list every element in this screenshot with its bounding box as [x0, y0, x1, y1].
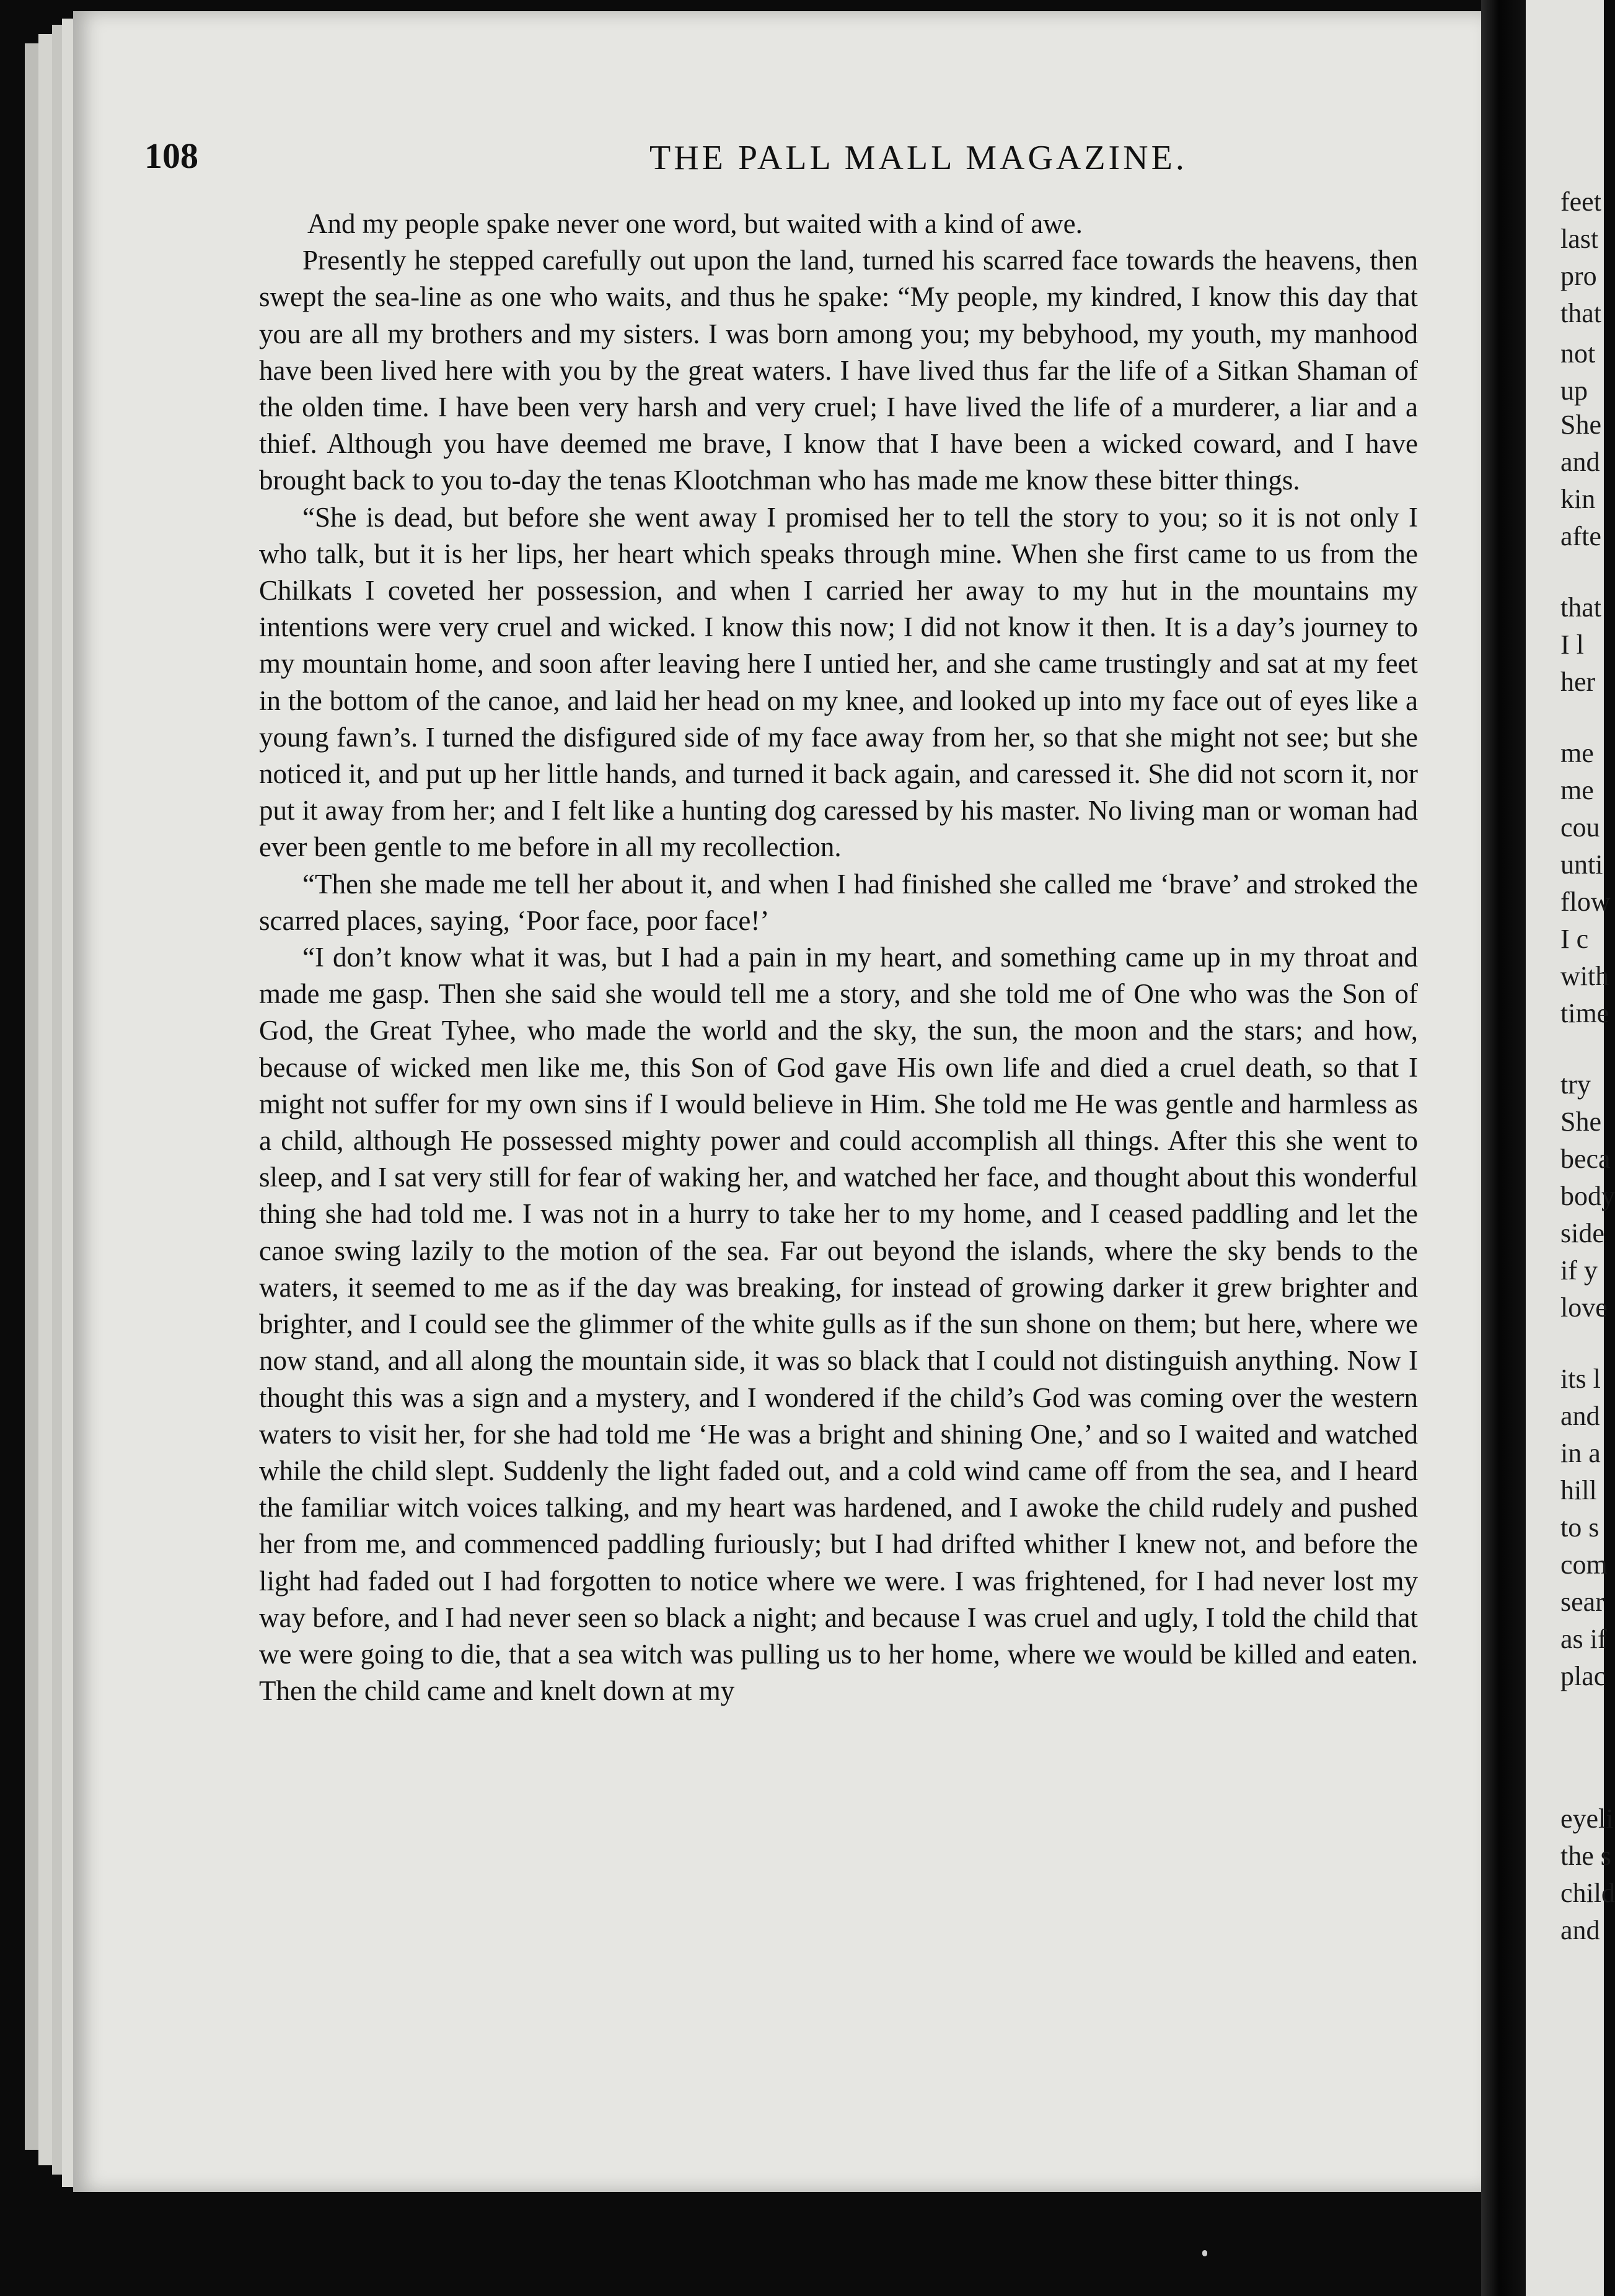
- fragment: eyeli: [1560, 1803, 1614, 1834]
- fragment: time: [1560, 998, 1609, 1028]
- fragment: to s: [1560, 1512, 1600, 1543]
- fragment: its l: [1560, 1364, 1601, 1394]
- fragment: with: [1560, 961, 1609, 991]
- fragment: hill: [1560, 1475, 1597, 1505]
- paragraph: “Then she made me tell her about it, and when I had finished she called me ‘brave’ and stroked the scarred places, saying, ‘Poor face, poor face!’: [259, 868, 1418, 936]
- fragment: not: [1560, 338, 1596, 369]
- adjacent-page-edge: [1526, 0, 1615, 2296]
- fragment: try: [1560, 1069, 1591, 1100]
- paragraph: “I don’t know what it was, but I had a pain in my heart, and something came up in my throat and made me gasp. Then she said she would tell me a story, and she told me of One who was the Son of God, the Great Tyhee, who made the world and the sky, the sun, the moon and the stars; and how, because of wicked men like me, this Son of God gave His own life and died a cruel death, so that I might not suffer for my own sins if I would believe in Him. She told me He was gentle and harmless as a child, although He possessed mighty power and could accomplish all things. After this she went to sleep, and I sat very still for fear of waking her, and watched her face, and thought about this wonderful thing she had told me. I was not in a hurry to take her to my home, and I ceased paddling and let the canoe swing lazily to the motion of the sea. Far out beyond the islands, where the sky bends to the waters, it seemed to me as if the day was breaking, for instead of growing darker it grew brighter and brighter, and I could see the glimmer of the white gulls as if the sun shone on them; but here, where we now stand, and all along the mountain side, it was so black that I could not distinguish anything. Now I thought this was a sign and a mystery, and I wondered if the child’s God was coming over the western waters to visit her, for she had told me ‘He was a bright and shining One,’ and so I waited and watched while the child slept. Suddenly the light faded out, and a cold wind came off from the sea, and I heard the familiar witch voices talking, and my heart was hardened, and I awoke the child rudely and pushed her from me, and commenced paddling furiously; but I had drifted whither I knew not, and before the light had faded out I had forgotten to notice where we were. I was frightened, for I had never lost my way before, and I had never seen so black a night; and because I was cruel and ugly, I told the child that we were going to die, that a sea witch was pulling us to her home, where we would be killed and eaten. Then the child came and knelt down at my: [259, 942, 1418, 1707]
- fragment: cou: [1560, 812, 1600, 843]
- fragment: body: [1560, 1181, 1615, 1211]
- fragment: if y: [1560, 1255, 1598, 1286]
- running-head: THE PALL MALL MAGAZINE.: [649, 139, 1187, 177]
- fragment: last: [1560, 224, 1599, 254]
- fragment: beca: [1560, 1144, 1611, 1174]
- fragment: that: [1560, 298, 1601, 328]
- book-gutter: [1481, 0, 1526, 2296]
- fragment: I c: [1560, 924, 1589, 954]
- fragment: me: [1560, 738, 1594, 768]
- fragment: flow: [1560, 887, 1611, 917]
- fragment: sear: [1560, 1587, 1604, 1617]
- fragment: in a: [1560, 1438, 1601, 1468]
- fragment: afte: [1560, 521, 1601, 551]
- fragment: up: [1560, 375, 1588, 406]
- fragment: unti: [1560, 849, 1603, 880]
- fragment: kin: [1560, 484, 1596, 514]
- paragraph: And my people spake never one word, but waited with a kind of awe.: [307, 208, 1083, 239]
- fragment: and: [1560, 1401, 1600, 1431]
- fragment: her: [1560, 667, 1596, 697]
- fragment: side: [1560, 1218, 1604, 1248]
- fragment: as if: [1560, 1624, 1607, 1654]
- paragraph: “She is dead, but before she went away I promised her to tell the story to you; so it is not only I who talk, but it is her lips, her heart which speaks through mine. When she first came to us from the Chilkats I coveted her possession, and when I carried her away to my hut in the mountains my intentions were very cruel and wicked. I know this now; I did not know it then. It is a day’s journey to my mountain home, and soon after leaving here I untied her, and she came trustingly and sat at my feet in the bottom of the canoe, and laid her head on my knee, and looked up into my face out of eyes like a young fawn’s. I turned the disfigured side of my face away from her, so that she might not see; but she noticed it, and put up her little hands, and turned it back again, and caressed it. She did not scorn it, nor put it away from her; and I felt like a hunting dog caressed by his master. No living man or woman had ever been gentle to me before in all my recollection.: [259, 501, 1418, 863]
- fragment: me: [1560, 775, 1594, 805]
- fragment: and: [1560, 1915, 1600, 1945]
- print-speck: [1202, 2250, 1207, 2256]
- fragment: She: [1560, 1106, 1601, 1137]
- paragraph: Presently he stepped carefully out upon the land, turned his scarred face towards the heavens, then swept the sea-line as one who waits, and thus he spake: “My people, my kindred, I know this day that you are all my brothers and my sisters. I was born among you; my bebyhood, my youth, my manhood have been lived here with you by the great waters. I have lived thus far the life of a Sitkan Shaman of the olden time. I have been very harsh and very cruel; I have lived the life of a murderer, a liar and a thief. Although you have deemed me brave, I know that I have been a wicked coward, and I have brought back to you to-day the tenas Klootchman who has made me know these bitter things.: [259, 245, 1418, 496]
- page-number: 108: [144, 136, 198, 176]
- fragment: plac: [1560, 1661, 1606, 1691]
- fragment: pro: [1560, 261, 1597, 291]
- fragment: She: [1560, 410, 1601, 440]
- fragment: feet: [1560, 186, 1601, 217]
- fragment: com: [1560, 1549, 1608, 1580]
- fragment: I l: [1560, 629, 1584, 660]
- fragment: child: [1560, 1878, 1615, 1908]
- fragment: that: [1560, 592, 1601, 623]
- article-body: [259, 206, 1418, 1709]
- fragment: love: [1560, 1292, 1608, 1323]
- fragment: the s: [1560, 1841, 1611, 1871]
- fragment: and: [1560, 447, 1600, 477]
